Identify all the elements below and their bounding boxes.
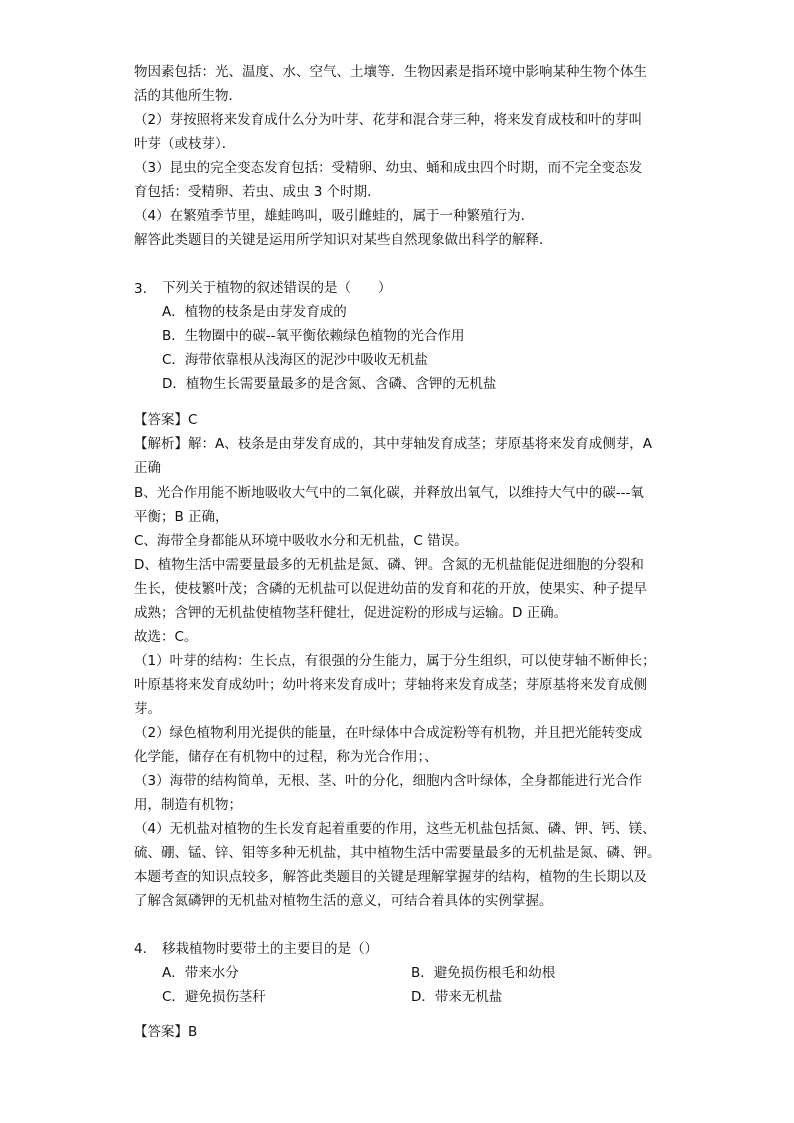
analysis-line: B、光合作用能不断地吸收大气中的二氧化碳，并释放出氧气，以维持大气中的碳---氧 [134, 485, 644, 501]
analysis-line: 芽。 [134, 701, 161, 717]
analysis-line: 硫、硼、锰、锌、钼等多种无机盐，其中植物生活中需要量最多的无机盐是氮、磷、钾。 [134, 845, 661, 861]
analysis-line: （2）绿色植物利用光提供的能量，在叶绿体中合成淀粉等有机物，并且把光能转变成 [134, 725, 643, 741]
analysis-line: （1）叶芽的结构：生长点，有很强的分生能力，属于分生组织，可以使芽轴不断伸长； [134, 653, 656, 669]
question-stem: 移栽植物时要带土的主要目的是（） [162, 941, 378, 957]
analysis-line: C、海带全身都能从环境中吸收水分和无机盐，C 错误。 [134, 533, 468, 549]
option-d: D．带来无机盐 [411, 989, 503, 1005]
option-c: C．海带依靠根从浅海区的泥沙中吸收无机盐 [162, 352, 428, 368]
prev-explanation-line: 育包括：受精卵、若虫、成虫 3 个时期． [134, 184, 381, 200]
analysis-line: 正确 [134, 460, 161, 476]
analysis-line: （4）无机盐对植物的生长发育起着重要的作用，这些无机盐包括氮、磷、钾、钙、镁、 [134, 821, 656, 837]
prev-explanation-line: 物因素包括：光、温度、水、空气、土壤等．生物因素是指环境中影响某种生物个体生 [134, 64, 647, 80]
option-b: B．生物圈中的碳--氧平衡依赖绿色植物的光合作用 [162, 328, 465, 344]
prev-explanation-line: （4）在繁殖季节里，雄蛙鸣叫，吸引雌蛙的，属于一种繁殖行为． [134, 208, 535, 224]
option-c: C．避免损伤茎秆 [162, 989, 266, 1005]
analysis-line: 用，制造有机物； [134, 797, 242, 813]
option-d: D．植物生长需要量最多的是含氮、含磷、含钾的无机盐 [162, 376, 497, 392]
prev-explanation-line: 解答此类题目的关键是运用所学知识对某些自然现象做出科学的解释． [134, 232, 553, 248]
prev-explanation-line: 活的其他所生物． [134, 88, 242, 104]
analysis-line: 了解含氮磷钾的无机盐对植物生活的意义，可结合着具体的实例掌握。 [134, 893, 553, 909]
analysis-line: 成熟；含钾的无机盐使植物茎秆健壮，促进淀粉的形成与运输。D 正确。 [134, 605, 568, 621]
prev-explanation-line: （2）芽按照将来发育成什么分为叶芽、花芽和混合芽三种，将来发育成枝和叶的芽叫 [134, 112, 643, 128]
analysis-line: 故选：C。 [134, 629, 198, 645]
question-stem: 下列关于植物的叙述错误的是（ ） [162, 280, 392, 296]
analysis-line: D、植物生活中需要量最多的无机盐是氮、磷、钾。含氮的无机盐能促进细胞的分裂和 [134, 557, 644, 573]
question-number: 4. [134, 941, 147, 957]
prev-explanation-line: （3）昆虫的完全变态发育包括：受精卵、幼虫、蛹和成虫四个时期，而不完全变态发 [134, 160, 643, 176]
question-number: 3. [134, 281, 147, 297]
analysis-line: 叶原基将来发育成幼叶；幼叶将来发育成叶；芽轴将来发育成茎；芽原基将来发育成侧 [134, 677, 647, 693]
analysis-line: 生长，使枝繁叶茂；含磷的无机盐可以促进幼苗的发育和花的开放，使果实、种子提早 [134, 581, 647, 597]
analysis-line: （3）海带的结构简单，无根、茎、叶的分化，细胞内含叶绿体，全身都能进行光合作 [134, 773, 643, 789]
answer: 【答案】C [134, 412, 198, 428]
analysis-line: 化学能，储存在有机物中的过程，称为光合作用；、 [134, 749, 438, 765]
option-b: B．避免损伤根毛和幼根 [411, 965, 556, 981]
option-a: A．带来水分 [162, 965, 239, 981]
analysis-line: 平衡；B 正确， [134, 509, 229, 525]
answer: 【答案】B [134, 1024, 198, 1040]
analysis-line: 本题考查的知识点较多，解答此类题目的关键是理解掌握芽的结构，植物的生长期以及 [134, 869, 647, 885]
option-a: A．植物的枝条是由芽发育成的 [162, 304, 347, 320]
analysis-line: 【解析】解：A、枝条是由芽发育成的，其中芽轴发育成茎；芽原基将来发育成侧芽，A [134, 436, 652, 452]
prev-explanation-line: 叶芽（或枝芽）． [134, 136, 236, 152]
